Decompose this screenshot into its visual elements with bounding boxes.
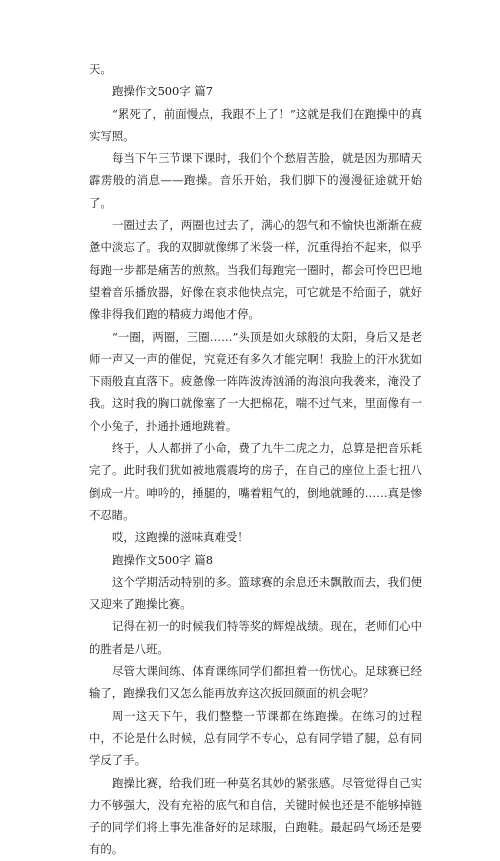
paragraph: “累死了，前面慢点，我跟不上了！”这就是我们在跑操中的真实写照。: [89, 106, 422, 143]
paragraph: 哎，这跑操的滋味真难受！: [112, 530, 249, 545]
document-page: [89, 58, 422, 861]
paragraph: 每当下午三节课下课时，我们个个愁眉苦脸，就是因为那晴天霹雳般的消息——跑操。音乐开始，我们脚下的漫漫征途就开始了。: [89, 151, 422, 210]
section-heading-8: 跑操作文500字 篇8: [112, 552, 213, 567]
paragraph: 跑操比赛，给我们班一种莫名其妙的紧张感。尽管觉得自己实力不够强大，没有充裕的底气和自信，关键时候也还是不能够掉链子的同学们将上事先准备好的足球服，白跑鞋。最起码气场还是要有的。: [89, 775, 422, 857]
paragraph: “一圈，两圈，三圈……”头顶是如火球般的太阳，身后又是老师一声又一声的催促，究竟还有多久才能完啊！我脸上的汗水犹如下雨般直直落下。疲惫像一阵阵波涛汹涌的海浪向我袭来，淹没了我。这时我的胸口就像塞了一大把棉花，喘不过气来，里面像有一个小兔子，扑通扑通地跳着。: [89, 329, 422, 433]
paragraph: 一圈过去了，两圈也过去了，满心的怨气和不愉快也渐渐在疲惫中淡忘了。我的双脚就像绑了米袋一样，沉重得抬不起来，似乎每跑一步都是痛苦的煎熬。当我们每跑完一圈时，都会可怜巴巴地望着音乐播放器，好像在哀求他快点完，可它就是不给面子，就好像非得我们跑的精疲力竭他才停。: [89, 218, 422, 322]
paragraph: 周一这天下午，我们整整一节课都在练跑操。在练习的过程中，不论是什么时候，总有同学不专心，总有同学错了腿，总有同学反了手。: [89, 708, 422, 768]
paragraph: 尽管大课间练、体育课练同学们都担着一伤忧心。足球赛已经输了，跑操我们又怎么能再放弃这次扳回颜面的机会呢？: [89, 664, 422, 701]
paragraph: 记得在初一的时候我们特等奖的辉煌战绩。现在，老师们心中的胜者是八班。: [89, 619, 422, 656]
paragraph: 终于，人人都拼了小命，费了九牛二虎之力，总算是把音乐耗完了。此时我们犹如被地震震垮的房子，在自己的座位上歪七扭八倒成一片。呻吟的，捶腿的，嘴着粗气的，倒地就睡的……真是惨不忍睹。: [89, 441, 422, 522]
paragraph: 这个学期活动特别的多。篮球赛的余息还未飘散而去，我们便又迎来了跑操比赛。: [89, 574, 422, 612]
paragraph-continuation: 天。: [89, 62, 112, 76]
section-heading-7: 跑操作文500字 篇7: [112, 84, 213, 99]
